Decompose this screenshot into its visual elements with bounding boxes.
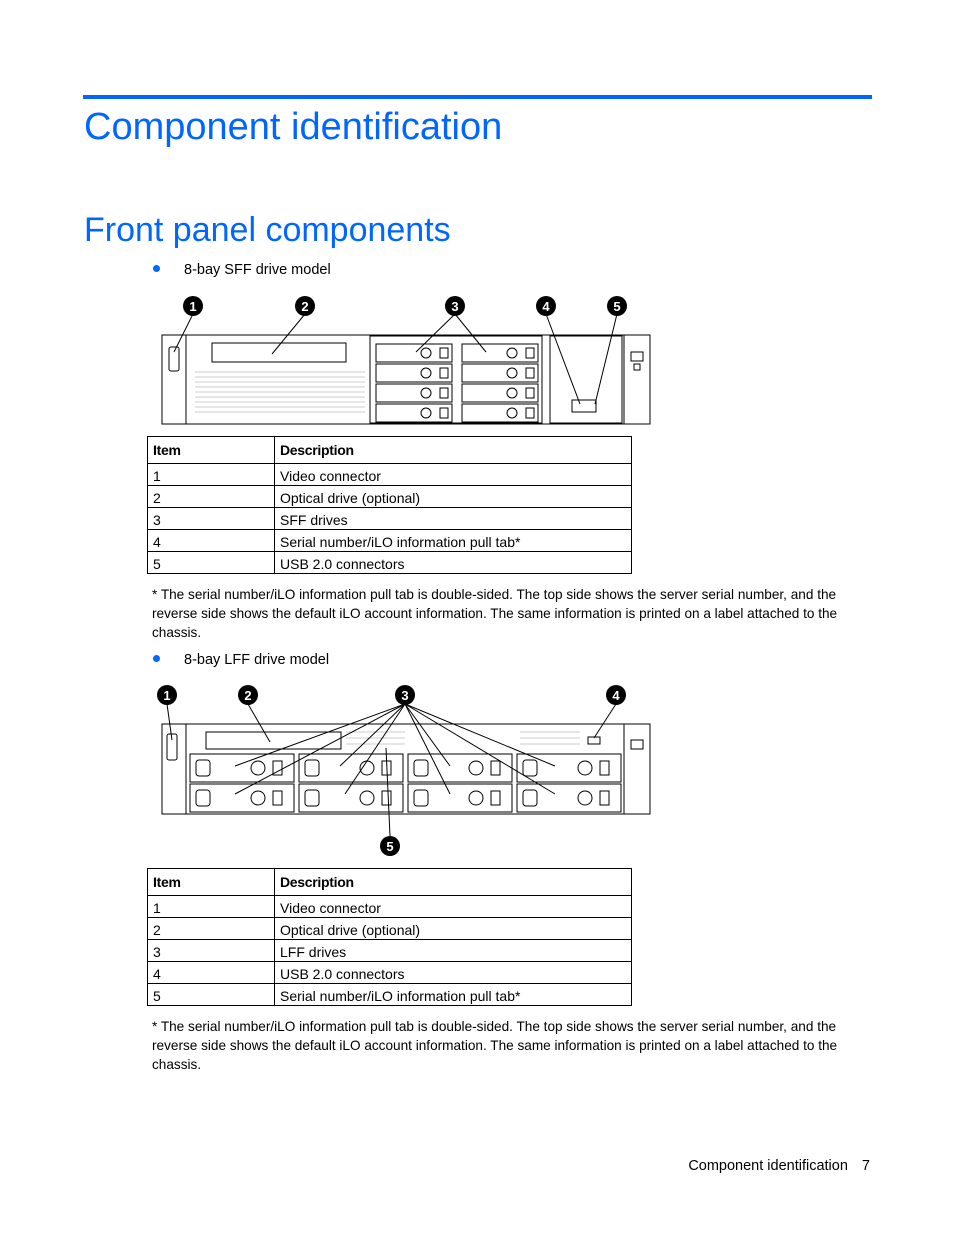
sff-drive-bays	[376, 344, 538, 422]
lff-drive-bays	[190, 754, 621, 812]
bullet-lff-text: 8-bay LFF drive model	[184, 652, 330, 668]
bullet-lff	[153, 650, 329, 670]
sff-callout-lines	[174, 314, 617, 404]
table-header-row	[148, 869, 632, 896]
table-cell-item: 3	[148, 940, 275, 962]
table-header-row	[148, 437, 632, 464]
sff-right-panel	[550, 336, 622, 423]
page-title: Component identification	[84, 106, 503, 148]
table-header-item: Item	[148, 437, 275, 464]
lff-pull-tab-area	[588, 737, 600, 744]
page-number: 7	[861, 1158, 870, 1174]
lff-front-panel-diagram	[150, 682, 655, 862]
lff-callout-1-label: 1	[163, 688, 171, 703]
lff-vents	[346, 732, 580, 744]
table-row	[148, 530, 632, 552]
table-row	[148, 464, 632, 486]
sff-footnote: * The serial number/iLO information pull tab is double-sided. The top side shows the server serial number, and the reverse side shows the default iLO account information. The same information is printed on a label attached to the chassis.	[152, 587, 838, 640]
sff-callout-1-label: 1	[189, 299, 197, 314]
table-cell-item: 4	[148, 530, 275, 552]
table-cell-item: 1	[148, 896, 275, 918]
sff-video-connector	[169, 347, 179, 371]
footer-section-name: Component identification	[688, 1158, 848, 1174]
table-cell-description: Serial number/iLO information pull tab*	[275, 984, 632, 1006]
section-title: Front panel components	[84, 211, 451, 249]
page-footer	[688, 1158, 870, 1174]
table-cell-description: USB 2.0 connectors	[275, 552, 632, 574]
table-cell-description: LFF drives	[275, 940, 632, 962]
table-cell-item: 4	[148, 962, 275, 984]
table-cell-item: 2	[148, 918, 275, 940]
table-cell-description: Video connector	[275, 896, 632, 918]
table-cell-description: Video connector	[275, 464, 632, 486]
lff-usb-connectors	[631, 740, 643, 749]
lff-callout-4-label: 4	[612, 688, 620, 703]
sff-callout-4-label: 4	[542, 299, 550, 314]
lff-chassis	[162, 724, 650, 814]
table-row	[148, 896, 632, 918]
sff-power-button	[634, 364, 640, 370]
table-cell-description: Serial number/iLO information pull tab*	[275, 530, 632, 552]
sff-pull-tab	[572, 400, 596, 412]
table-row	[148, 940, 632, 962]
table-row	[148, 508, 632, 530]
sff-callout-3-label: 3	[451, 299, 459, 314]
table-row	[148, 984, 632, 1006]
table-cell-item: 3	[148, 508, 275, 530]
sff-front-panel-diagram	[150, 292, 655, 428]
lff-callout-2-label: 2	[244, 688, 252, 703]
table-row	[148, 962, 632, 984]
sff-callouts	[183, 296, 627, 316]
sff-items-table	[147, 436, 632, 574]
table-header-description: Description	[275, 869, 632, 896]
sff-chassis	[162, 335, 650, 424]
table-cell-item: 2	[148, 486, 275, 508]
table-cell-item: 5	[148, 552, 275, 574]
lff-items-table	[147, 868, 632, 1006]
sff-callout-5-label: 5	[613, 299, 621, 314]
table-cell-item: 5	[148, 984, 275, 1006]
table-cell-item: 1	[148, 464, 275, 486]
lff-left-ear	[162, 724, 186, 814]
sff-vents-left	[195, 372, 365, 412]
table-cell-description: Optical drive (optional)	[275, 918, 632, 940]
lff-right-ear	[624, 724, 650, 814]
table-cell-description: Optical drive (optional)	[275, 486, 632, 508]
table-header-description: Description	[275, 437, 632, 464]
table-row	[148, 552, 632, 574]
table-cell-description: SFF drives	[275, 508, 632, 530]
sff-usb-connectors	[631, 352, 643, 361]
bullet-sff	[153, 260, 331, 280]
bullet-dot-icon	[153, 265, 160, 272]
table-header-item: Item	[148, 869, 275, 896]
table-cell-description: USB 2.0 connectors	[275, 962, 632, 984]
lff-callout-5-label: 5	[386, 839, 394, 854]
heading-rule	[83, 95, 872, 99]
bullet-dot-icon	[153, 655, 160, 662]
sff-callout-2-label: 2	[301, 299, 309, 314]
lff-footnote: * The serial number/iLO information pull tab is double-sided. The top side shows the server serial number, and the reverse side shows the default iLO account information. The same information is printed on a label attached to the chassis.	[152, 1019, 838, 1072]
sff-right-ear	[624, 335, 650, 424]
sff-left-ear	[162, 335, 186, 424]
bullet-sff-text: 8-bay SFF drive model	[184, 262, 331, 278]
table-row	[148, 486, 632, 508]
table-row	[148, 918, 632, 940]
lff-callout-3-label: 3	[401, 688, 409, 703]
